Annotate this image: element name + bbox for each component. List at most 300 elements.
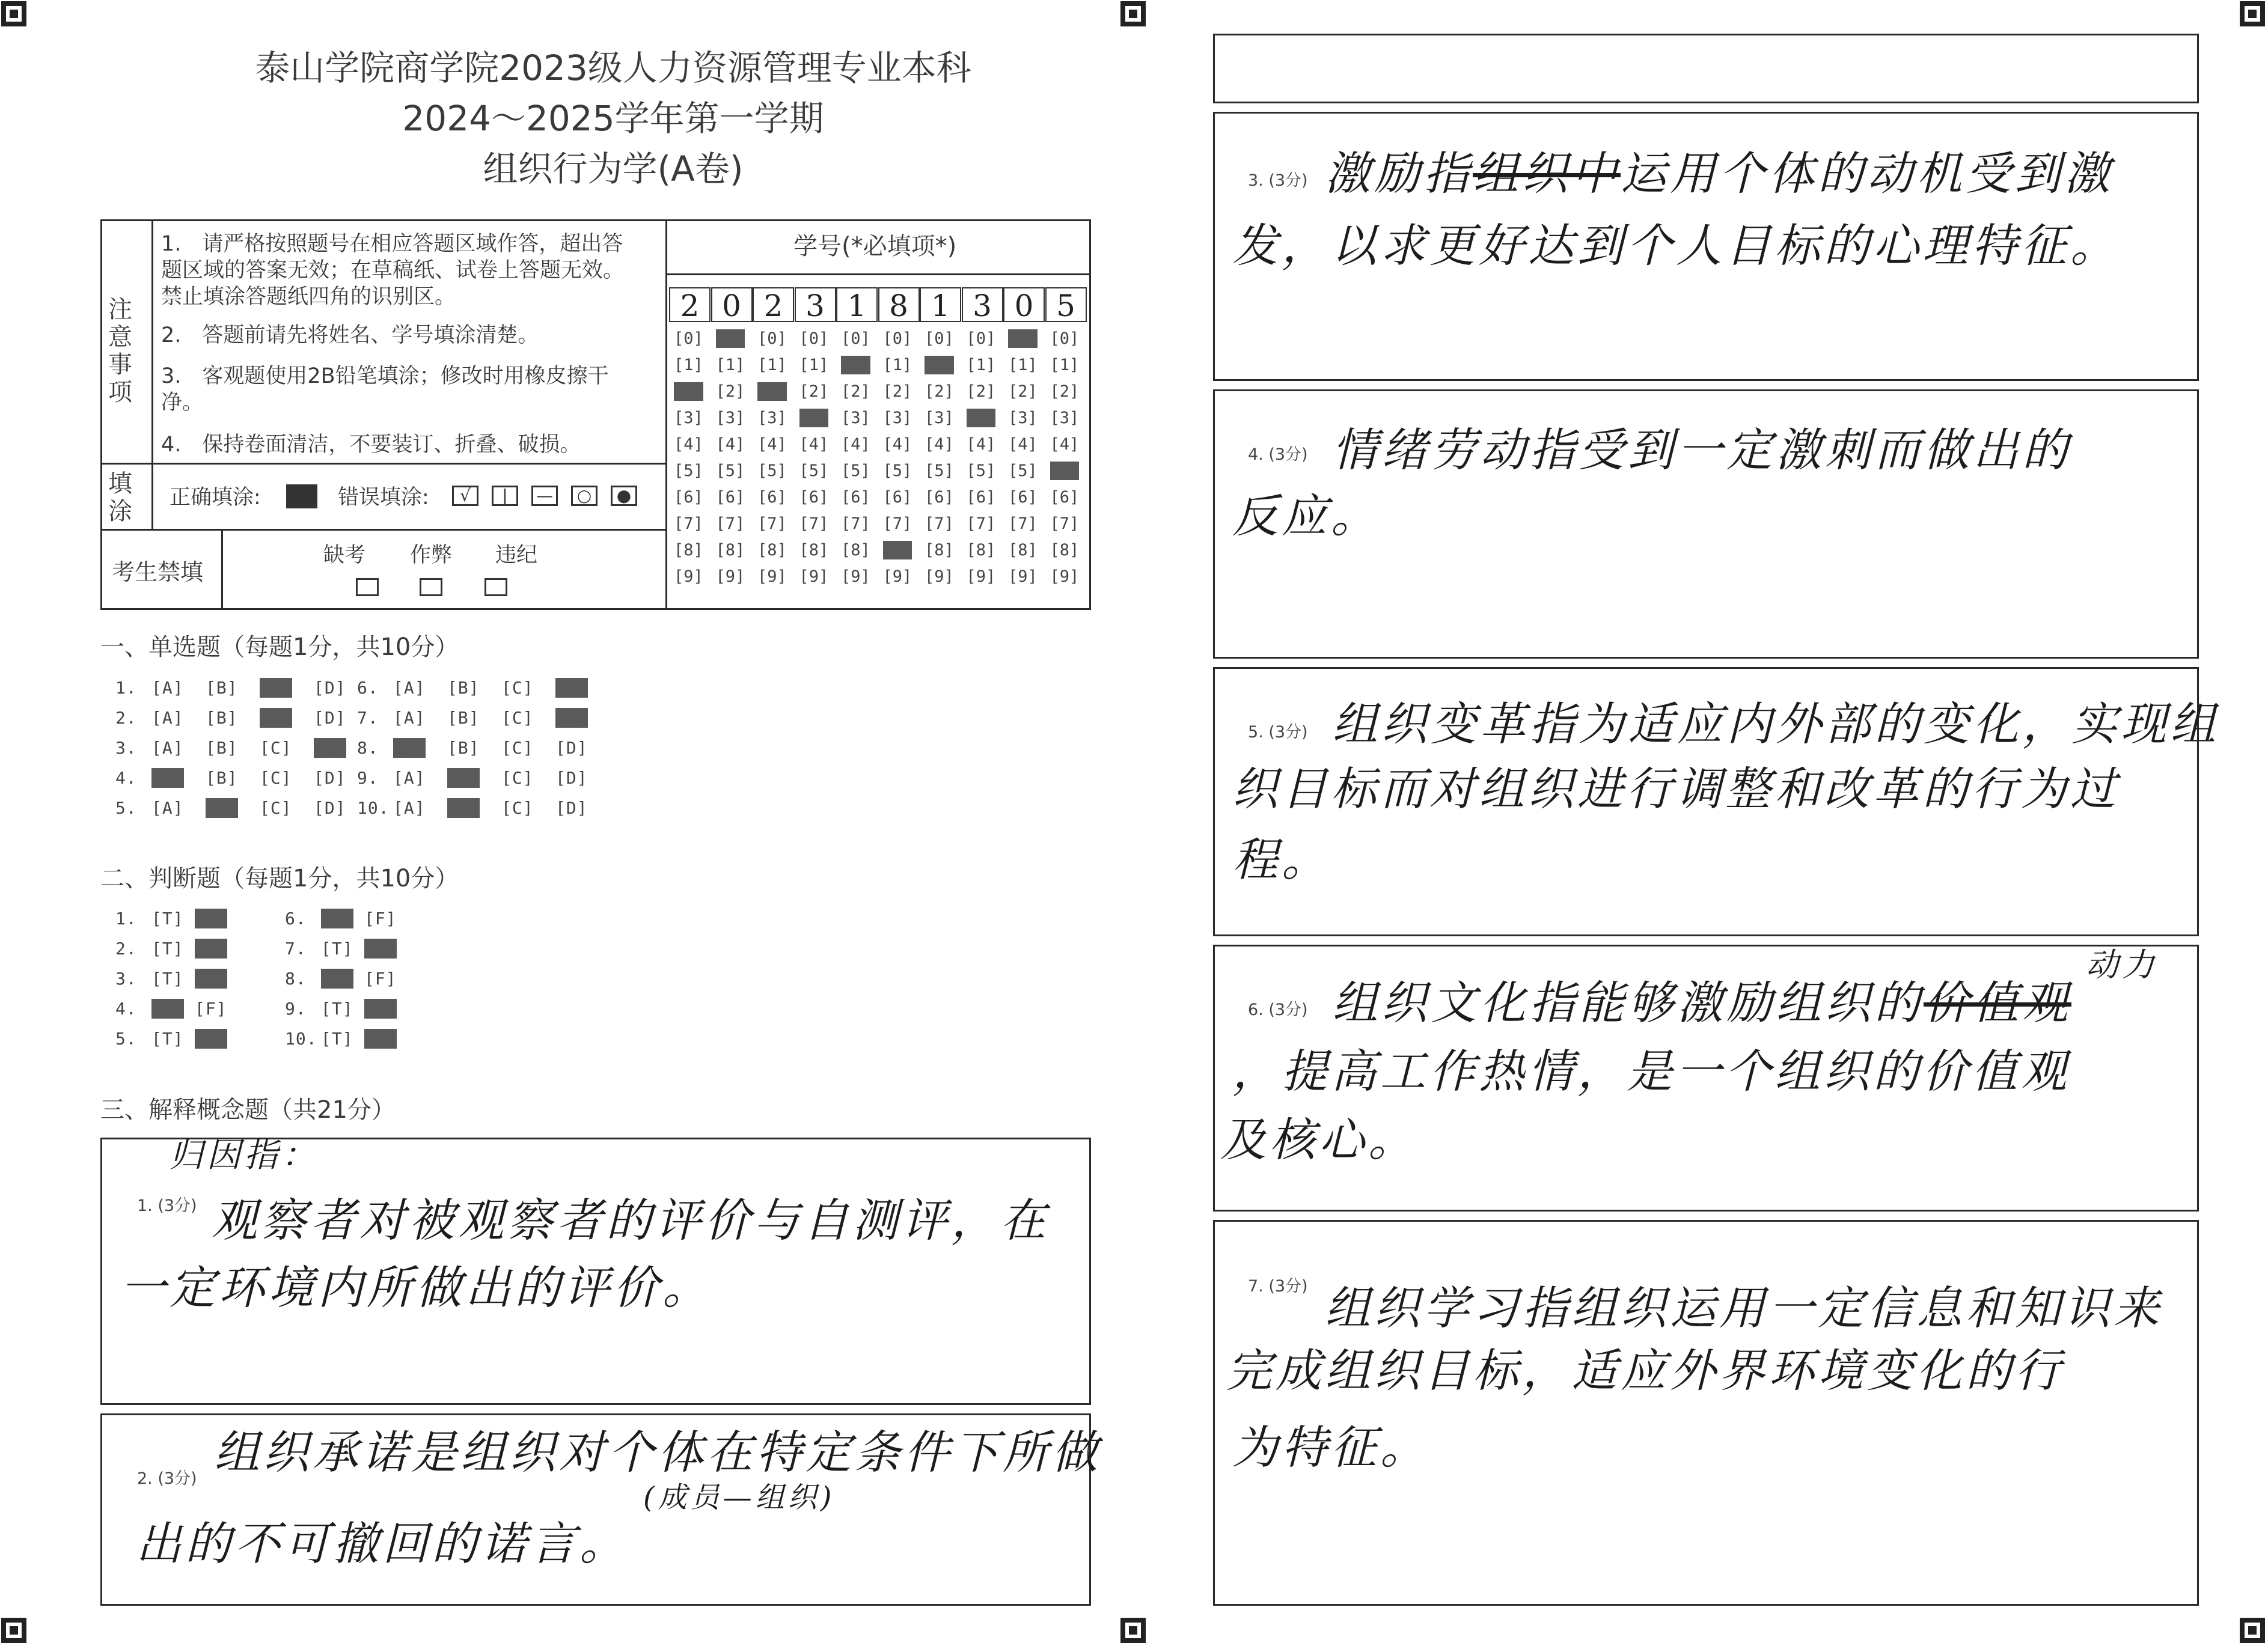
single-choice-option-slot[interactable]	[555, 678, 588, 698]
single-choice-option-slot[interactable]	[206, 678, 238, 698]
student-id-bubble[interactable]: [6]	[799, 488, 829, 507]
single-choice-option[interactable]: [D]	[555, 678, 588, 698]
student-id-bubble[interactable]: [5]	[966, 462, 996, 480]
true-false-option-slot[interactable]	[321, 969, 353, 989]
single-choice-option-slot[interactable]	[393, 738, 426, 758]
student-id-bubble[interactable]: [4]	[715, 435, 745, 454]
q2-note: (成员—组织)	[643, 1481, 836, 1514]
true-false-number: 7.	[285, 939, 307, 959]
single-choice-option[interactable]: [A]	[151, 678, 184, 698]
student-id-bubble[interactable]: [5]	[882, 462, 912, 480]
single-choice-option-slot[interactable]	[501, 678, 534, 698]
single-choice-option-slot[interactable]	[151, 798, 184, 818]
single-choice-option[interactable]: [B]	[447, 768, 480, 788]
q2-label: 2. (3分)	[137, 1469, 197, 1488]
wrong-mark-check: √	[452, 486, 478, 506]
student-id-bubble[interactable]: [6]	[925, 488, 954, 507]
student-id-bubble[interactable]: [3]	[1050, 409, 1080, 427]
q1-line1: 观察者对被观察者的评价与自测评，在	[212, 1193, 1050, 1247]
student-id-bubble[interactable]: [2]	[841, 382, 870, 401]
student-id-bubble[interactable]: [4]	[1050, 435, 1080, 454]
student-id-bubble[interactable]: [9]	[674, 567, 703, 586]
student-id-bubble[interactable]: [5]	[841, 462, 870, 480]
student-id-bubble[interactable]: [4]	[925, 435, 954, 454]
corner-mark-bottom-right	[2240, 1618, 2265, 1643]
student-id-bubble[interactable]: [8]	[925, 541, 954, 559]
student-id-bubble[interactable]: [6]	[674, 488, 703, 507]
student-id-digit: 1	[836, 287, 878, 322]
true-false-option[interactable]: [F]	[195, 1029, 227, 1049]
exam-title-line2: 2024～2025学年第一学期	[402, 98, 824, 139]
true-false-option-slot[interactable]	[195, 1029, 227, 1049]
true-false-option[interactable]: [T]	[321, 939, 353, 959]
true-false-option[interactable]: [F]	[195, 909, 227, 928]
true-false-number: 4.	[115, 999, 137, 1019]
true-false-option[interactable]: [T]	[151, 909, 184, 928]
true-false-option[interactable]: [F]	[195, 969, 227, 989]
wrong-mark-bar: |	[492, 486, 518, 506]
student-id-bubble[interactable]: [8]	[1008, 541, 1038, 559]
fill-wrong-label: 错误填涂:	[338, 486, 429, 510]
single-choice-option-slot[interactable]	[393, 708, 426, 728]
true-false-option-slot[interactable]	[151, 999, 184, 1019]
true-false-option[interactable]: [F]	[195, 939, 227, 959]
single-choice-option[interactable]: [C]	[501, 678, 534, 698]
student-id-bubble[interactable]: [3]	[966, 409, 996, 427]
single-choice-number: 9.	[357, 768, 379, 788]
single-choice-option[interactable]: [C]	[501, 738, 534, 758]
single-choice-option-slot[interactable]	[260, 708, 292, 728]
true-false-option-slot[interactable]	[364, 999, 397, 1019]
true-false-option[interactable]: [T]	[321, 969, 353, 989]
student-id-bubble[interactable]: [0]	[674, 329, 703, 348]
student-id-bubble[interactable]: [0]	[757, 329, 787, 348]
single-choice-number: 10.	[357, 798, 390, 818]
single-choice-option-slot[interactable]	[314, 708, 346, 728]
single-choice-option[interactable]: [C]	[501, 798, 534, 818]
student-id-bubble[interactable]: [7]	[715, 514, 745, 533]
student-id-bubble[interactable]: [3]	[1008, 409, 1038, 427]
student-id-bubble[interactable]: [9]	[882, 567, 912, 586]
true-false-option-slot[interactable]	[321, 999, 353, 1019]
q6-struck: 价值观	[1924, 976, 2071, 1029]
student-id-bubble[interactable]: [4]	[757, 435, 787, 454]
student-id-bubble[interactable]: [7]	[882, 514, 912, 533]
true-false-option[interactable]: [F]	[195, 999, 227, 1019]
single-choice-option-slot[interactable]	[393, 798, 426, 818]
single-choice-option-slot[interactable]	[206, 768, 238, 788]
corner-mark-top-left	[1, 1, 26, 26]
corner-mark-bottom-center	[1120, 1618, 1146, 1643]
answer-box-top-empty[interactable]	[1213, 34, 2199, 103]
true-false-option[interactable]: [F]	[364, 969, 397, 989]
student-id-bubble[interactable]: [2]	[674, 382, 703, 401]
exam-status-violation: 违纪	[495, 543, 538, 567]
single-choice-option[interactable]: [C]	[260, 678, 292, 698]
student-id-bubble[interactable]: [9]	[841, 567, 870, 586]
fill-correct-label: 正确填涂:	[170, 486, 261, 510]
student-id-bubble[interactable]: [7]	[1008, 514, 1038, 533]
notice-item-3: 3. 客观题使用2B铅笔填涂；修改时用橡皮擦干净。	[161, 364, 609, 415]
exam-title-line1: 泰山学院商学院2023级人力资源管理专业本科	[255, 47, 971, 88]
single-choice-option[interactable]: [C]	[260, 738, 292, 758]
true-false-option-slot[interactable]	[151, 969, 184, 989]
student-id-bubble[interactable]: [9]	[1050, 567, 1080, 586]
single-choice-option-slot[interactable]	[206, 738, 238, 758]
absent-checkbox[interactable]	[356, 578, 379, 596]
single-choice-option-slot[interactable]	[314, 768, 346, 788]
student-id-bubble[interactable]: [8]	[1050, 541, 1080, 559]
single-choice-option[interactable]: [D]	[555, 708, 588, 728]
single-choice-option[interactable]: [B]	[206, 768, 238, 788]
q1-insert: 归因指：	[170, 1136, 319, 1175]
true-false-option[interactable]: [T]	[151, 939, 184, 959]
single-choice-option[interactable]: [D]	[555, 738, 588, 758]
single-choice-option[interactable]: [B]	[447, 738, 480, 758]
true-false-option[interactable]: [T]	[151, 1029, 184, 1049]
single-choice-option[interactable]: [A]	[393, 738, 426, 758]
single-choice-option-slot[interactable]	[151, 708, 184, 728]
student-id-bubble[interactable]: [2]	[757, 382, 787, 401]
single-choice-option[interactable]: [B]	[447, 798, 480, 818]
student-id-bubble[interactable]: [1]	[1050, 356, 1080, 374]
q7-line3: 为特征。	[1232, 1421, 1429, 1474]
student-id-bubble[interactable]: [8]	[757, 541, 787, 559]
student-id-bubble[interactable]: [1]	[799, 356, 829, 374]
student-id-bubble[interactable]: [4]	[799, 435, 829, 454]
student-id-divider	[665, 273, 1091, 275]
student-id-bubble[interactable]: [9]	[966, 567, 996, 586]
student-id-bubble[interactable]: [2]	[1008, 382, 1038, 401]
single-choice-number: 4.	[115, 768, 137, 788]
q7-line2: 完成组织目标，适应外界环境变化的行	[1226, 1344, 2064, 1397]
student-id-bubble[interactable]: [6]	[715, 488, 745, 507]
single-choice-option[interactable]: [B]	[206, 798, 238, 818]
student-id-bubble[interactable]: [0]	[925, 329, 954, 348]
single-choice-option[interactable]: [B]	[447, 678, 480, 698]
student-id-digit: 0	[1003, 287, 1045, 322]
student-id-bubble[interactable]: [0]	[1008, 329, 1038, 348]
corner-mark-top-right	[2240, 1, 2265, 26]
single-choice-number: 2.	[115, 708, 137, 728]
student-id-bubble[interactable]: [0]	[799, 329, 829, 348]
true-false-option-slot[interactable]	[151, 1029, 184, 1049]
fill-guide-label: 填涂	[108, 470, 132, 525]
true-false-option-slot[interactable]	[321, 909, 353, 928]
q3-struck: 组织中	[1473, 147, 1621, 200]
true-false-option-slot[interactable]	[321, 1029, 353, 1049]
student-id-bubble[interactable]: [1]	[715, 356, 745, 374]
single-choice-option[interactable]: [C]	[501, 768, 534, 788]
single-choice-option-slot[interactable]	[393, 768, 426, 788]
q7-label: 7. (3分)	[1248, 1277, 1308, 1296]
student-id-bubble[interactable]: [3]	[882, 409, 912, 427]
q4-line2: 反应。	[1232, 489, 1380, 543]
student-id-bubble[interactable]: [1]	[1008, 356, 1038, 374]
true-false-option[interactable]: [T]	[151, 999, 184, 1019]
true-false-option-slot[interactable]	[364, 939, 397, 959]
student-id-digit: 8	[878, 287, 920, 322]
student-id-bubble[interactable]: [9]	[925, 567, 954, 586]
student-id-bubble[interactable]: [3]	[799, 409, 829, 427]
single-choice-number: 7.	[357, 708, 379, 728]
single-choice-option-slot[interactable]	[260, 678, 292, 698]
single-choice-option[interactable]: [B]	[447, 708, 480, 728]
true-false-option[interactable]: [T]	[321, 909, 353, 928]
fill-correct-sample	[286, 484, 317, 508]
student-id-bubble[interactable]: [5]	[674, 462, 703, 480]
q6-insert: 动力	[2086, 946, 2158, 984]
true-false-option[interactable]: [T]	[151, 969, 184, 989]
single-choice-option-slot[interactable]	[555, 708, 588, 728]
single-choice-option[interactable]: [D]	[314, 708, 346, 728]
true-false-option-slot[interactable]	[151, 909, 184, 928]
single-choice-option[interactable]: [D]	[314, 798, 346, 818]
single-choice-option-slot[interactable]	[206, 798, 238, 818]
single-choice-option-slot[interactable]	[260, 798, 292, 818]
student-id-bubble[interactable]: [7]	[799, 514, 829, 533]
true-false-option-slot[interactable]	[195, 969, 227, 989]
single-choice-option-slot[interactable]	[447, 678, 480, 698]
student-id-bubble[interactable]: [8]	[799, 541, 829, 559]
student-id-bubble[interactable]: [8]	[674, 541, 703, 559]
student-id-bubble[interactable]: [4]	[841, 435, 870, 454]
student-id-bubble[interactable]: [3]	[841, 409, 870, 427]
student-id-bubble[interactable]: [7]	[757, 514, 787, 533]
student-id-bubble[interactable]: [0]	[966, 329, 996, 348]
student-id-bubble[interactable]: [2]	[882, 382, 912, 401]
single-choice-option-slot[interactable]	[151, 768, 184, 788]
true-false-number: 5.	[115, 1029, 137, 1049]
student-id-bubble[interactable]: [5]	[715, 462, 745, 480]
student-id-bubble[interactable]: [3]	[925, 409, 954, 427]
student-id-bubble[interactable]: [1]	[882, 356, 912, 374]
student-id-bubble[interactable]: [6]	[1008, 488, 1038, 507]
single-choice-option[interactable]: [A]	[151, 738, 184, 758]
single-choice-option-slot[interactable]	[206, 708, 238, 728]
corner-mark-top-center	[1120, 1, 1146, 26]
true-false-number: 6.	[285, 909, 307, 928]
q6-line1-text: 组织文化指能够激励组织的	[1332, 976, 1924, 1029]
student-id-bubble[interactable]: [4]	[674, 435, 703, 454]
q4-line1: 情绪劳动指受到一定激刺而做出的	[1332, 423, 2071, 477]
single-choice-option[interactable]: [C]	[501, 708, 534, 728]
true-false-option[interactable]: [T]	[321, 1029, 353, 1049]
true-false-option-slot[interactable]	[364, 969, 397, 989]
true-false-option-slot[interactable]	[151, 939, 184, 959]
true-false-option-slot[interactable]	[195, 939, 227, 959]
true-false-option-slot[interactable]	[195, 999, 227, 1019]
single-choice-option[interactable]: [A]	[151, 798, 184, 818]
true-false-option[interactable]: [F]	[364, 999, 397, 1019]
student-id-bubble[interactable]: [0]	[841, 329, 870, 348]
info-divider-vertical	[665, 219, 667, 610]
wrong-mark-dot: ●	[611, 486, 637, 506]
student-id-digit: 2	[753, 287, 794, 322]
student-id-digit: 3	[795, 287, 836, 322]
single-choice-option-slot[interactable]	[555, 798, 588, 818]
single-choice-number: 3.	[115, 738, 137, 758]
student-id-bubble[interactable]: [7]	[841, 514, 870, 533]
single-choice-option-slot[interactable]	[501, 768, 534, 788]
true-false-option-slot[interactable]	[195, 909, 227, 928]
single-choice-option-slot[interactable]	[314, 738, 346, 758]
single-choice-option-slot[interactable]	[555, 738, 588, 758]
true-false-number: 8.	[285, 969, 307, 989]
exam-status-cheat: 作弊	[410, 543, 453, 567]
notice-item-1: 1. 请严格按照题号在相应答题区域作答，超出答题区域的答案无效；在草稿纸、试卷上答题无效。禁止填涂答题纸四角的识别区。	[161, 232, 625, 309]
single-choice-option-slot[interactable]	[447, 798, 480, 818]
student-id-bubble[interactable]: [1]	[674, 356, 703, 374]
q5-line2: 织目标而对组织进行调整和改革的行为过	[1232, 762, 2120, 815]
true-false-number: 3.	[115, 969, 137, 989]
single-choice-option[interactable]: [C]	[260, 768, 292, 788]
single-choice-option[interactable]: [A]	[151, 708, 184, 728]
q3-line1-text: 运用个体的动机受到激	[1621, 147, 2114, 200]
q3-line2: 发，以求更好达到个人目标的心理特征。	[1232, 219, 2120, 272]
single-choice-option-slot[interactable]	[555, 768, 588, 788]
q6-line3: 及核心。	[1220, 1113, 1417, 1166]
single-choice-option-slot[interactable]	[151, 738, 184, 758]
student-id-bubble[interactable]: [9]	[715, 567, 745, 586]
student-id-bubble[interactable]: [2]	[1050, 382, 1080, 401]
single-choice-option[interactable]: [D]	[314, 678, 346, 698]
single-choice-option[interactable]: [A]	[151, 768, 184, 788]
q3-label: 3. (3分)	[1248, 171, 1308, 190]
student-id-bubble[interactable]: [4]	[966, 435, 996, 454]
student-id-bubble[interactable]: [4]	[1008, 435, 1038, 454]
single-choice-option-slot[interactable]	[314, 798, 346, 818]
single-choice-option-slot[interactable]	[151, 678, 184, 698]
single-choice-option[interactable]: [C]	[260, 798, 292, 818]
single-choice-option[interactable]: [A]	[393, 678, 426, 698]
single-choice-option-slot[interactable]	[260, 738, 292, 758]
student-id-bubble[interactable]: [4]	[882, 435, 912, 454]
student-id-bubble[interactable]: [1]	[757, 356, 787, 374]
exam-status-label: 考生禁填	[112, 559, 204, 585]
student-id-bubble[interactable]: [7]	[674, 514, 703, 533]
wrong-mark-dash: —	[531, 486, 558, 506]
single-choice-option[interactable]: [A]	[393, 708, 426, 728]
student-id-bubble[interactable]: [8]	[715, 541, 745, 559]
student-id-bubble[interactable]: [9]	[1008, 567, 1038, 586]
student-id-bubble[interactable]: [9]	[757, 567, 787, 586]
student-id-bubble[interactable]: [1]	[841, 356, 870, 374]
student-id-bubble[interactable]: [7]	[966, 514, 996, 533]
single-choice-option[interactable]: [A]	[393, 768, 426, 788]
single-choice-option[interactable]: [D]	[555, 798, 588, 818]
student-id-bubble[interactable]: [2]	[925, 382, 954, 401]
single-choice-option-slot[interactable]	[260, 768, 292, 788]
single-choice-number: 6.	[357, 678, 379, 698]
true-false-option[interactable]: [F]	[364, 909, 397, 928]
single-choice-option[interactable]: [A]	[393, 798, 426, 818]
q2-line2: 出的不可撤回的诺言。	[136, 1517, 629, 1570]
student-id-bubble[interactable]: [2]	[966, 382, 996, 401]
student-id-bubble[interactable]: [6]	[966, 488, 996, 507]
true-false-number: 10.	[285, 1029, 317, 1049]
fill-divider	[100, 529, 667, 531]
student-id-bubble[interactable]: [5]	[925, 462, 954, 480]
student-id-bubble[interactable]: [5]	[757, 462, 787, 480]
q6-line1	[1332, 968, 2071, 1038]
single-choice-option[interactable]: [D]	[314, 768, 346, 788]
true-false-option-slot[interactable]	[321, 939, 353, 959]
single-choice-option-slot[interactable]	[501, 708, 534, 728]
single-choice-option-slot[interactable]	[314, 678, 346, 698]
corner-mark-bottom-left	[1, 1618, 26, 1643]
student-id-bubble[interactable]: [3]	[715, 409, 745, 427]
true-false-option-slot[interactable]	[364, 909, 397, 928]
student-id-digit: 2	[669, 287, 711, 322]
single-choice-option[interactable]: [D]	[555, 768, 588, 788]
single-choice-number: 8.	[357, 738, 379, 758]
student-id-bubble[interactable]: [1]	[925, 356, 954, 374]
student-id-bubble[interactable]: [2]	[799, 382, 829, 401]
student-id-bubble[interactable]: [2]	[715, 382, 745, 401]
student-id-bubble[interactable]: [6]	[841, 488, 870, 507]
student-id-bubble[interactable]: [1]	[966, 356, 996, 374]
single-choice-option[interactable]: [B]	[206, 678, 238, 698]
student-id-bubble[interactable]: [3]	[757, 409, 787, 427]
student-id-bubble[interactable]: [5]	[799, 462, 829, 480]
true-false-number: 9.	[285, 999, 307, 1019]
exam-title-line3: 组织行为学(A卷)	[483, 148, 744, 189]
single-choice-option[interactable]: [D]	[314, 738, 346, 758]
single-choice-option-slot[interactable]	[447, 738, 480, 758]
student-id-bubble[interactable]: [8]	[841, 541, 870, 559]
single-choice-option[interactable]: [B]	[206, 708, 238, 728]
student-id-bubble[interactable]: [9]	[799, 567, 829, 586]
true-false-option[interactable]: [T]	[321, 999, 353, 1019]
student-id-bubble[interactable]: [6]	[1050, 488, 1080, 507]
single-choice-number: 5.	[115, 798, 137, 818]
q5-line3: 程。	[1232, 833, 1331, 886]
student-id-bubble[interactable]: [8]	[966, 541, 996, 559]
student-id-bubble[interactable]: [0]	[882, 329, 912, 348]
true-false-option-slot[interactable]	[364, 1029, 397, 1049]
student-id-digit: 5	[1045, 287, 1087, 322]
single-choice-option-slot[interactable]	[447, 708, 480, 728]
student-id-bubble[interactable]: [5]	[1050, 462, 1080, 480]
student-id-bubble[interactable]: [0]	[715, 329, 745, 348]
true-false-option[interactable]: [F]	[364, 939, 397, 959]
single-choice-option-slot[interactable]	[501, 798, 534, 818]
true-false-option[interactable]: [F]	[364, 1029, 397, 1049]
student-id-bubble[interactable]: [8]	[882, 541, 912, 559]
single-choice-option[interactable]: [C]	[260, 708, 292, 728]
student-id-bubble[interactable]: [3]	[674, 409, 703, 427]
single-choice-option-slot[interactable]	[447, 768, 480, 788]
student-id-bubble[interactable]: [7]	[925, 514, 954, 533]
single-choice-option[interactable]: [B]	[206, 738, 238, 758]
student-id-bubble[interactable]: [0]	[1050, 329, 1080, 348]
q3-line1	[1325, 138, 2114, 209]
cheat-checkbox[interactable]	[420, 578, 442, 596]
single-choice-option-slot[interactable]	[393, 678, 426, 698]
status-label-divider	[221, 529, 223, 610]
q5-line1: 组织变革指为适应内外部的变化，实现组	[1332, 697, 2219, 751]
notice-item-4: 4. 保持卷面清洁，不要装订、折叠、破损。	[161, 433, 581, 457]
notice-label: 注意事项	[108, 296, 132, 406]
violation-checkbox[interactable]	[484, 578, 507, 596]
true-false-number: 1.	[115, 909, 137, 928]
single-choice-option-slot[interactable]	[501, 738, 534, 758]
student-id-bubble[interactable]: [5]	[1008, 462, 1038, 480]
student-id-bubble[interactable]: [7]	[1050, 514, 1080, 533]
student-id-bubble[interactable]: [6]	[757, 488, 787, 507]
student-id-bubble[interactable]: [6]	[882, 488, 912, 507]
